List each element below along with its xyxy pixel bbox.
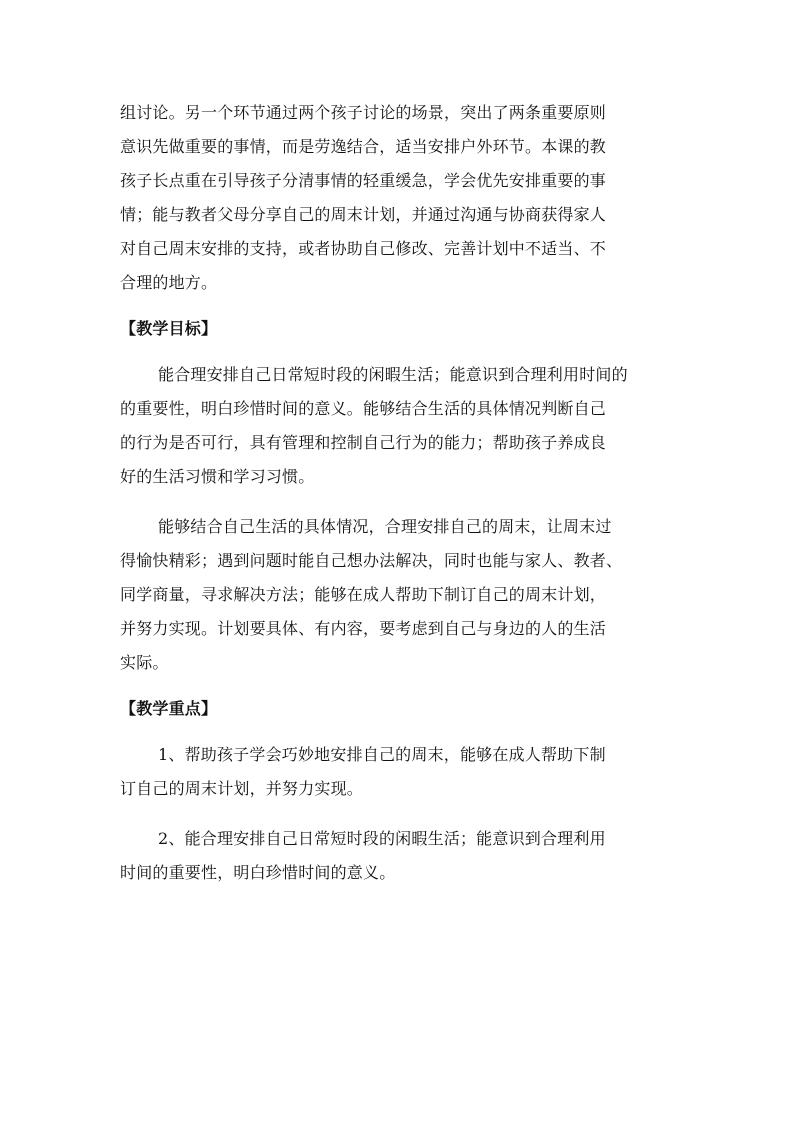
goals-p2-line-3: 同学商量，寻求解决方法；能够在成人帮助下制订自己的周末计划，: [120, 585, 607, 604]
spacer: [120, 300, 680, 312]
goals-p2-line-5: 实际。: [120, 653, 169, 672]
goals-p2-line-2: 得愉快精彩；遇到问题时能自己想办法解决，同时也能与家人、教者、: [120, 551, 623, 570]
goals-p1-line-2: 的重要性，明白珍惜时间的意义。能够结合生活的具体情况判断自己: [120, 399, 607, 418]
key-point-2-line-1: 2、能合理安排自己日常短时段的闲暇生活；能意识到合理利用: [158, 829, 606, 848]
key-point-1-line-2: 订自己的周末计划，并努力实现。: [120, 779, 364, 798]
spacer: [120, 346, 680, 358]
key-point-2-line-2: 时间的重要性，明白珍惜时间的意义。: [120, 863, 396, 882]
goals-paragraph-2: [120, 510, 680, 680]
goals-p2-line-1: 能够结合自己生活的具体情况，合理安排自己的周末，让周末过: [158, 517, 612, 536]
intro-line-2: 意识先做重要的事情，而是劳逸结合，适当安排户外环节。本课的教: [120, 137, 607, 156]
intro-paragraph: [120, 96, 680, 300]
key-point-1-line-1: 1、帮助孩子学会巧妙地安排自己的周末，能够在成人帮助下制: [158, 745, 606, 764]
intro-line-3: 孩子长点重在引导孩子分清事情的轻重缓急，学会优先安排重要的事: [120, 171, 607, 190]
document-content: [120, 96, 680, 890]
intro-line-4: 情；能与教者父母分享自己的周末计划，并通过沟通与协商获得家人: [120, 205, 607, 224]
goals-heading: 【教学目标】: [120, 319, 218, 338]
intro-line-5: 对自己周末安排的支持，或者协助自己修改、完善计划中不适当、不: [120, 239, 607, 258]
intro-line-1: 组讨论。另一个环节通过两个孩子讨论的场景，突出了两条重要原则: [120, 103, 607, 122]
intro-line-6: 合理的地方。: [120, 273, 218, 292]
goals-p1-line-3: 的行为是否可行，具有管理和控制自己行为的能力；帮助孩子养成良: [120, 433, 607, 452]
spacer: [120, 494, 680, 510]
goals-p2-line-4: 并努力实现。计划要具体、有内容，要考虑到自己与身边的人的生活: [120, 619, 607, 638]
key-points-heading: 【教学重点】: [120, 699, 218, 718]
spacer: [120, 680, 680, 692]
spacer: [120, 806, 680, 822]
key-point-item-1: [120, 738, 680, 806]
goals-p1-line-4: 好的生活习惯和学习习惯。: [120, 467, 315, 486]
spacer: [120, 726, 680, 738]
key-point-item-2: [120, 822, 680, 890]
goals-paragraph-1: [120, 358, 680, 494]
goals-p1-line-1: 能合理安排自己日常短时段的闲暇生活；能意识到合理利用时间的: [158, 365, 628, 384]
